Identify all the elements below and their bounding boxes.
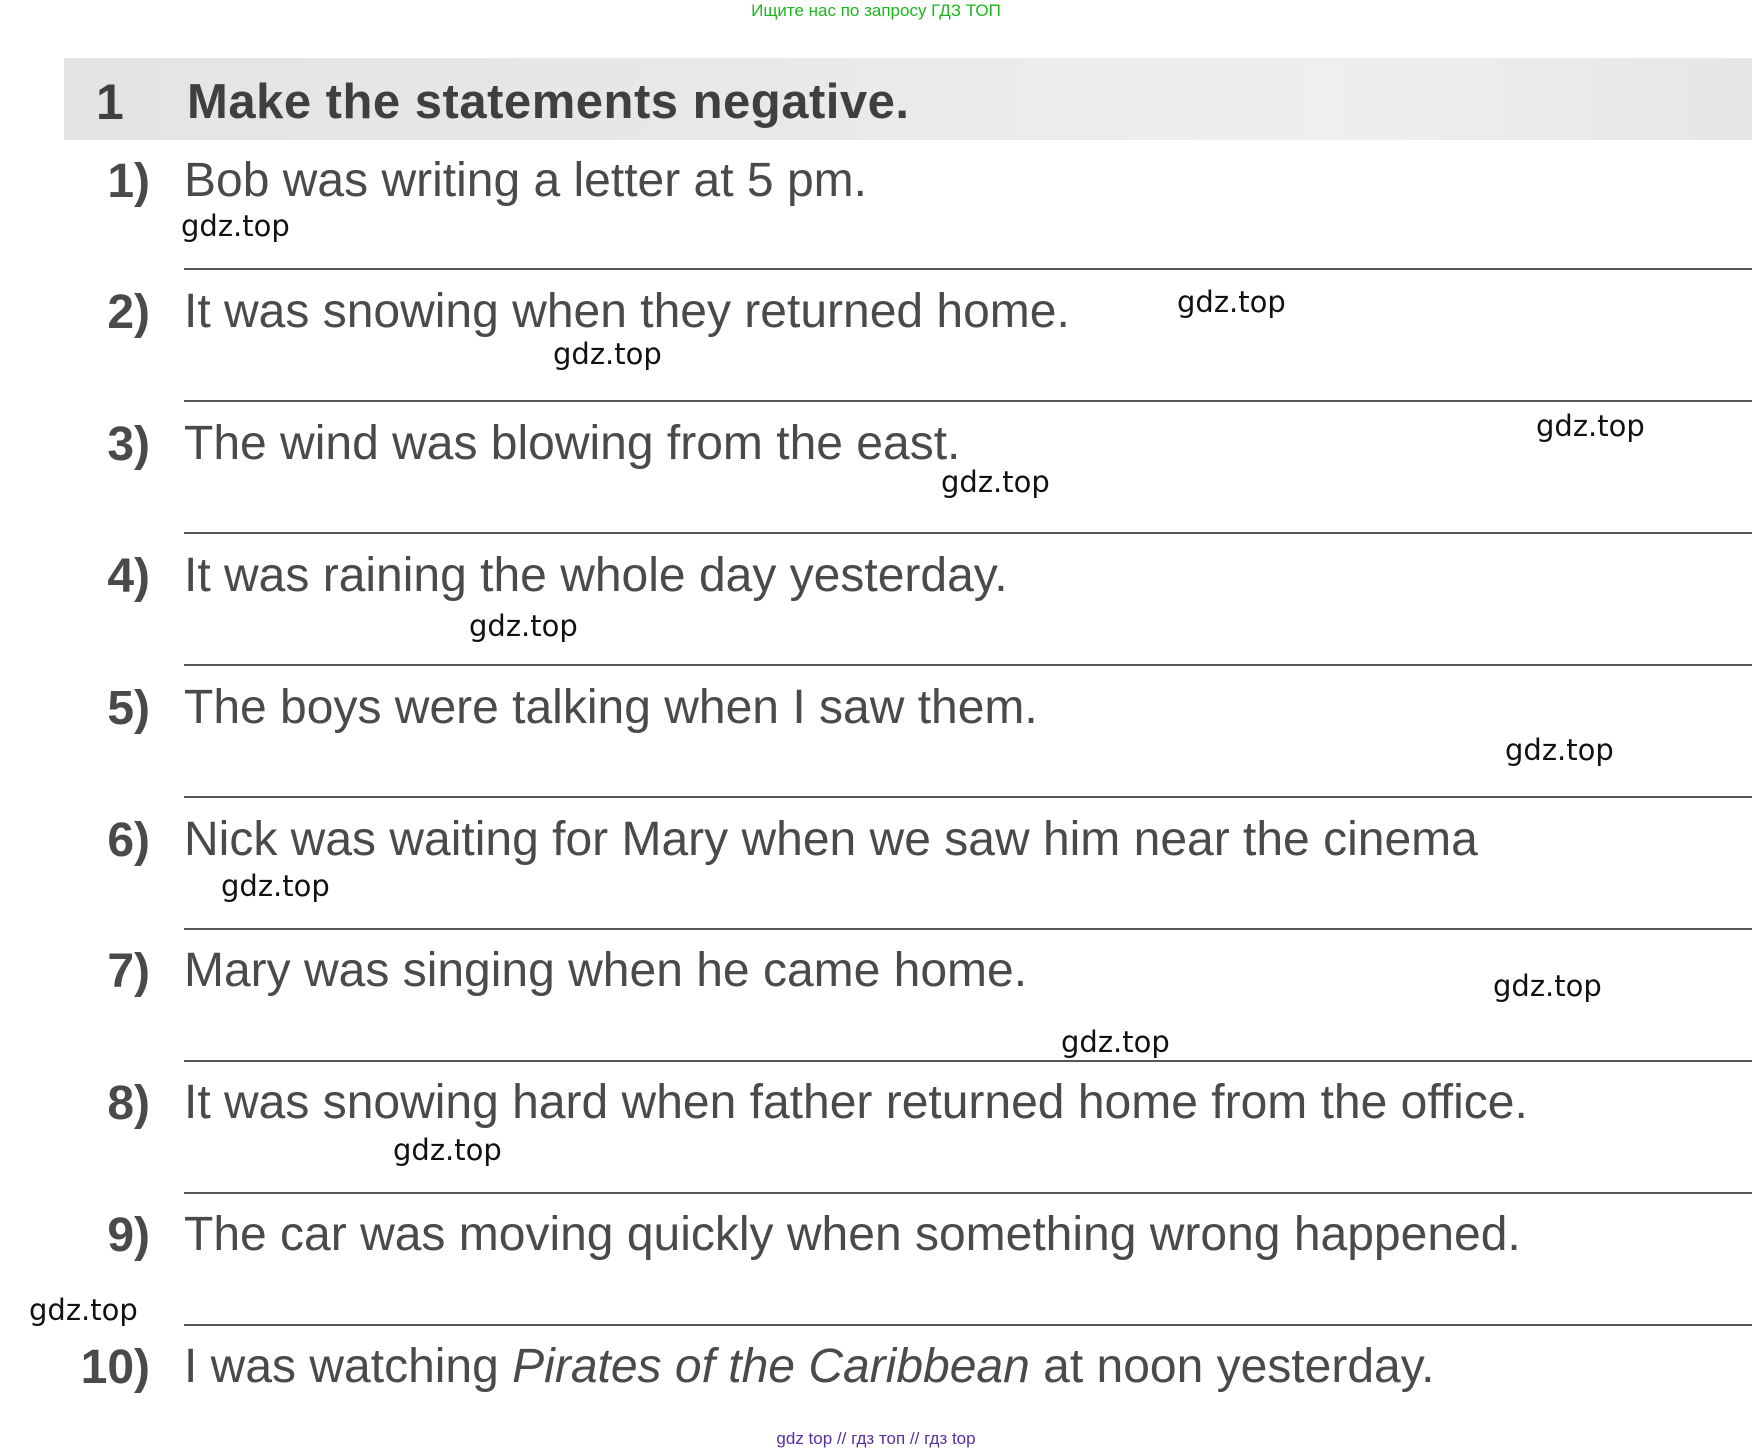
answer-line-4[interactable] bbox=[184, 664, 1752, 666]
footer: gdz top // гдз топ // гдз top bbox=[776, 1429, 976, 1448]
watermark: gdz.top bbox=[469, 609, 578, 643]
item-number-5: 5) bbox=[107, 682, 150, 735]
top-banner: Ищите нас по запросу ГДЗ ТОП bbox=[751, 1, 1001, 20]
item-number-7: 7) bbox=[107, 945, 150, 998]
watermark: gdz.top bbox=[221, 869, 330, 903]
answer-line-1[interactable] bbox=[184, 268, 1752, 270]
watermark: gdz.top bbox=[941, 465, 1050, 499]
item-text-10-title: Pirates of the Caribbean bbox=[512, 1340, 1030, 1393]
item-text-10-after: at noon yesterday. bbox=[1029, 1340, 1435, 1393]
answer-line-7[interactable] bbox=[184, 1060, 1752, 1062]
watermark: gdz.top bbox=[29, 1293, 138, 1327]
item-number-1: 1) bbox=[107, 155, 150, 208]
watermark: gdz.top bbox=[1536, 409, 1645, 443]
watermark: gdz.top bbox=[1061, 1025, 1170, 1059]
watermark: gdz.top bbox=[1177, 285, 1286, 319]
item-number-9: 9) bbox=[107, 1209, 150, 1262]
item-text-7: Mary was singing when he came home. bbox=[184, 944, 1028, 997]
watermark: gdz.top bbox=[181, 209, 290, 243]
answer-line-8[interactable] bbox=[184, 1192, 1752, 1194]
item-number-10: 10) bbox=[80, 1341, 150, 1394]
item-text-2: It was snowing when they returned home. bbox=[184, 285, 1070, 338]
watermark: gdz.top bbox=[553, 337, 662, 371]
item-text-4: It was raining the whole day yesterday. bbox=[184, 549, 1008, 602]
item-text-10-before: I was watching bbox=[184, 1340, 513, 1393]
watermark: gdz.top bbox=[1505, 733, 1614, 767]
exercise-title: Make the statements negative. bbox=[187, 75, 910, 129]
answer-line-3[interactable] bbox=[184, 532, 1752, 534]
item-number-6: 6) bbox=[107, 814, 150, 867]
item-text-3: The wind was blowing from the east. bbox=[184, 417, 961, 470]
watermark: gdz.top bbox=[1493, 969, 1602, 1003]
item-text-10 bbox=[184, 1339, 1435, 1395]
answer-line-6[interactable] bbox=[184, 928, 1752, 930]
answer-line-2[interactable] bbox=[184, 400, 1752, 402]
item-text-5: The boys were talking when I saw them. bbox=[184, 681, 1038, 734]
item-number-2: 2) bbox=[107, 286, 150, 339]
answer-line-9[interactable] bbox=[184, 1324, 1752, 1326]
item-text-6: Nick was waiting for Mary when we saw him near the cinema bbox=[184, 813, 1478, 866]
exercise-number: 1 bbox=[96, 74, 124, 130]
item-number-4: 4) bbox=[107, 550, 150, 603]
item-text-9: The car was moving quickly when something wrong happened. bbox=[184, 1208, 1521, 1261]
answer-line-5[interactable] bbox=[184, 796, 1752, 798]
watermark: gdz.top bbox=[393, 1133, 502, 1167]
item-number-3: 3) bbox=[107, 418, 150, 471]
item-text-1: Bob was writing a letter at 5 pm. bbox=[184, 154, 867, 207]
item-number-8: 8) bbox=[107, 1077, 150, 1130]
item-text-8: It was snowing hard when father returned home from the office. bbox=[184, 1076, 1528, 1129]
